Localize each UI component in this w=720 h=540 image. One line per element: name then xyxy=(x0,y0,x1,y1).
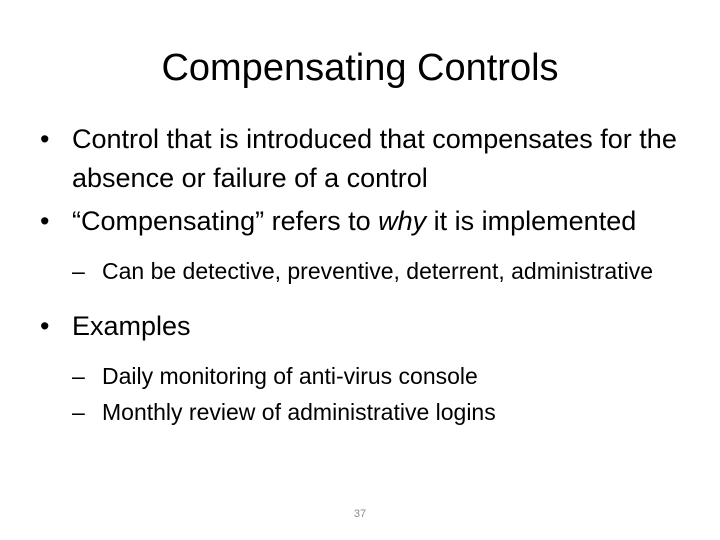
bullet-marker: • xyxy=(40,124,50,154)
slide-body xyxy=(40,120,690,432)
sub-bullet-monthly-review xyxy=(40,396,690,428)
sub-bullet-daily-monitoring xyxy=(40,360,690,392)
sub-bullet-marker: – xyxy=(72,258,85,284)
bullet-text-after: it is implemented xyxy=(426,206,637,236)
bullet-text: Examples xyxy=(72,311,191,341)
bullet-compensating-meaning xyxy=(40,202,690,241)
bullet-marker: • xyxy=(40,206,50,236)
bullet-text-italic: why xyxy=(378,206,427,236)
sub-bullet-marker: – xyxy=(72,399,85,425)
slide-title: Compensating Controls xyxy=(161,47,559,89)
bullet-control-definition xyxy=(40,120,690,198)
sub-bullet-control-types xyxy=(40,255,690,287)
bullet-text-before: “Compensating” refers to xyxy=(72,206,379,236)
sub-bullet-marker: – xyxy=(72,363,85,389)
bullet-marker: • xyxy=(40,311,50,341)
page-number: 37 xyxy=(353,508,367,520)
bullet-examples xyxy=(40,307,690,346)
bullet-text: Control that is introduced that compensates for the absence or failure of a control xyxy=(72,124,677,193)
sub-bullet-text: Daily monitoring of anti-virus console xyxy=(102,363,478,389)
sub-bullet-text: Can be detective, preventive, deterrent, administrative xyxy=(102,258,654,284)
sub-bullet-text: Monthly review of administrative logins xyxy=(102,399,496,425)
